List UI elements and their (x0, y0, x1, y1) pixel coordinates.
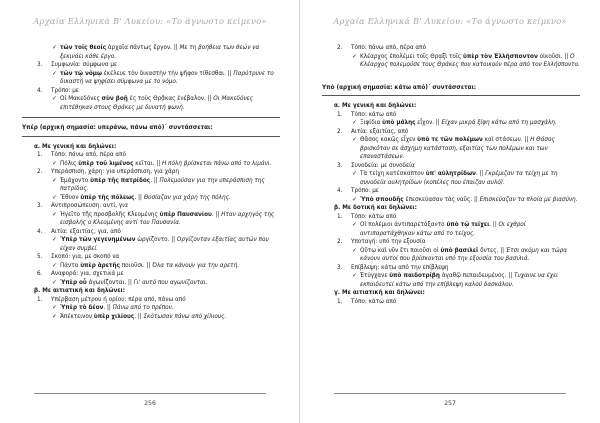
case-heading: β. Με δοτική και δηλώνει: (334, 205, 417, 211)
translation: || Ο Κλέαρχος πολεμούσε τους Θράκες που κατοικούν πέρα από τον Ελλήσποντο. (360, 53, 580, 68)
item-text: Αναφορά: για, σχετικά με (51, 271, 124, 277)
example-line (34, 313, 280, 322)
item-text: Υπέρβαση μέτρου ή ορίου: πέρα από, πάνω από (51, 296, 186, 303)
item-number: 4. (337, 188, 343, 194)
translation: || Ηταν αρχηγός της εισβολής ο Κλεομένης αντί του Παυσανία. (60, 211, 275, 226)
translation: || Έτσι ακόμη και τώρα κάνουν αυτοί που βρίσκονται υπό την εξουσία του βασιλιά. (360, 247, 567, 262)
example-suffix: ποιοῦσι. (119, 262, 147, 269)
list-item (334, 298, 580, 307)
translation: || Με τη βοήθεια των θεών να ξεκινάει κάθε έργο. (60, 45, 260, 60)
checkmark-icon: ✓ (352, 171, 357, 177)
list-item (34, 270, 280, 279)
example-line (334, 136, 580, 162)
example-line (34, 304, 280, 313)
checkmark-icon: ✓ (52, 96, 57, 102)
example-line (334, 196, 580, 205)
translation: || Γκρέμιζαν τα τείχη με τη συνοδεία αυλητρίδων (κοπέλες που έπαιζαν αυλό). (360, 171, 558, 186)
item-text: Επίβλεψη: κάτω από την επίβλεψη (351, 264, 449, 271)
item-number: 3. (337, 162, 343, 169)
translation: || Είχαν μικρά ξίφη κάτω από τη μασχάλη. (435, 120, 557, 126)
example-line (34, 70, 280, 87)
left-page-body (22, 44, 280, 321)
list-item (334, 128, 580, 137)
item-number: 3. (337, 264, 343, 271)
example-prefix: Ξιφίδια (360, 120, 383, 126)
list-item (334, 44, 580, 53)
translation: || Παρότρυνε το δικαστή να ψηφίσει σύμφωνα με το νόμο. (60, 70, 274, 85)
example-line (334, 53, 580, 70)
item-number: 1. (37, 152, 43, 158)
item-number: 5. (37, 254, 43, 260)
checkmark-icon: ✓ (352, 120, 357, 126)
list-item (34, 253, 280, 262)
page-number: 256 (0, 400, 300, 407)
checkmark-icon: ✓ (52, 211, 57, 218)
example-prefix: Οὕτω καὶ νῦν ἔτι ποιοῦσι οἱ (360, 247, 441, 254)
example-suffix: εἶχον. (415, 120, 436, 126)
translation: || Γι' αυτό που αγωνίζονται. (128, 279, 208, 286)
item-number: 4. (37, 228, 43, 235)
example-suffix: . (211, 211, 216, 218)
translation: || Τυχαινε να έχει εκπαιδευτεί κάτω από την επίβλεψη καλού δασκάλου. (360, 273, 559, 288)
example-suffix: ἀγαθῷ πεπαιδευμένος. (439, 273, 509, 279)
example-line (334, 119, 580, 128)
checkmark-icon: ✓ (352, 273, 357, 279)
checkmark-icon: ✓ (52, 194, 57, 201)
example-line (34, 160, 280, 169)
example-phrase: Ὑπὲρ τὸ δέον (60, 305, 104, 311)
item-text: Τόπο: πάνω από, πέρα από (351, 45, 427, 51)
example-line (334, 272, 580, 289)
example-prefix: Ἡγεῖτο τῆς προσβολῆς Κλεομένης (60, 211, 160, 218)
example-prefix: Πόλις (60, 160, 79, 167)
translation: || Όλα τα κάνουν για την αρετή. (146, 262, 239, 269)
list-item (34, 296, 280, 305)
item-text: Αντιπροσώπευση: αντί, για (51, 203, 128, 209)
translation: || Πάνω από το πρέπον. (107, 305, 174, 311)
list-item (34, 87, 280, 96)
example-phrase: ὑπὲρ τῆς πατρίδος (90, 177, 151, 184)
checkmark-icon: ✓ (352, 196, 357, 203)
example-phrase: Ὑπὸ σπουδῆς (360, 196, 404, 203)
page-number: 257 (300, 400, 600, 407)
example-suffix: ἀγωνίζονται. (86, 279, 129, 286)
example-phrase: ὑπὸ τῷ τείχει (446, 222, 490, 228)
list-item (34, 151, 280, 160)
checkmark-icon: ✓ (52, 70, 57, 77)
example-suffix: κεῖται. (133, 160, 157, 167)
example-suffix: καὶ στάσεων. (482, 137, 525, 143)
checkmark-icon: ✓ (352, 137, 357, 143)
running-header: Αρχαία Ελληνικά Β' Λυκείου: «Το άγνωστο κείμενο» (33, 16, 267, 26)
example-line (34, 194, 280, 203)
checkmark-icon: ✓ (52, 237, 57, 243)
example-line (334, 247, 580, 264)
example-line (34, 279, 280, 288)
list-item (334, 213, 580, 222)
example-suffix: ἐς τοὺς Θρᾷκας ἐνέβαλον. (127, 96, 208, 102)
item-number: 1. (337, 213, 343, 220)
example-phrase: τῶν τῷ νόμῳ (60, 70, 102, 77)
checkmark-icon: ✓ (52, 177, 57, 184)
example-line (334, 221, 580, 238)
example-phrase: ὑπὲρ τῆς πόλεως (80, 194, 135, 201)
example-suffix: . (150, 177, 154, 184)
item-text: Υπεράσπιση, χάρη: για υπεράσπιση, για χάρη (51, 169, 179, 175)
translation: || Οι Μακεδόνες επιτέθηκαν στους Θράκες με δυνατή φωνή. (60, 96, 254, 111)
example-prefix: Οἱ πολέμιοι ἀντιπαρετάξαντο (360, 222, 447, 228)
item-text: Τόπο: κάτω από (351, 213, 397, 220)
example-suffix: ἀρχαῖα πάντως ἔργον. (106, 45, 174, 51)
example-suffix: . (134, 313, 138, 320)
item-number: 1. (37, 296, 43, 303)
translation: || Σκότωσαν πάνω από χίλιους. (137, 313, 227, 320)
item-number: 1. (337, 111, 343, 118)
example-suffix: . (489, 222, 493, 228)
item-number: 1. (337, 298, 343, 305)
example-prefix: Τὰ τείχη κατέσκαπτον (360, 171, 426, 177)
case-heading: β. Με αιτιατική και δηλώνει: (34, 288, 125, 294)
list-item (334, 187, 580, 196)
running-header: Αρχαία Ελληνικά Β' Λυκείου: «Το άγνωστο κείμενο» (333, 16, 567, 26)
checkmark-icon: ✓ (52, 305, 57, 311)
example-line (334, 170, 580, 187)
list-item (334, 162, 580, 171)
item-text: Αιτία: εξαιτίας, για, από (51, 228, 121, 235)
checkmark-icon: ✓ (52, 45, 57, 51)
example-phrase: Ὑπὲρ τῶν γεγενημένων (60, 237, 136, 243)
example-phrase: ὑπὸ μάλης (382, 120, 416, 126)
item-text: Συμφωνία: σύμφωνα με (51, 62, 118, 68)
item-text: Αιτία: εξαιτίας, από (351, 128, 409, 135)
example-phrase: ὑπὲρ τοῦ λιμένος (78, 160, 134, 167)
example-phrase: ὑπὸ παιδοτρίβῃ (389, 273, 440, 279)
translation: || Η πόλη βρίσκεται πάνω από το λιμάνι. (156, 160, 272, 167)
item-number: 3. (37, 203, 43, 209)
example-phrase: ὑπὲρ ἀρετῆς (80, 262, 120, 269)
translation: || Θυσίαζαν για χάρη της πόλης. (138, 194, 231, 201)
example-phrase: ὑπ' αὐλητρίδων (425, 171, 476, 177)
item-text: Υποταγή: υπό την εξουσία (351, 239, 426, 245)
section-heading: Υπέρ (αρχική σημασία: υπεράνω, πάνω από)΄ συντάσσεται: (22, 117, 280, 137)
example-suffix: . (103, 305, 108, 311)
item-text: Τρόπο: με (51, 87, 79, 94)
right-page-body (322, 44, 580, 306)
example-prefix: Ἐμάχοντο (60, 177, 91, 184)
item-number: 2. (337, 239, 343, 245)
example-prefix: Πάντα (60, 262, 81, 269)
translation: || Οργίζονταν εξαιτίας αυτών που είχαν συμβεί. (60, 237, 269, 252)
translation: || Επισκεύαζαν τα πλοία με βιασύνη. (473, 196, 578, 203)
item-text: Συνοδεία: με συνοδεία (351, 162, 415, 169)
list-item (34, 202, 280, 211)
example-line (34, 95, 280, 112)
example-phrase: τῶν τοῖς θεοῖς (60, 45, 107, 51)
example-prefix: Ἔθυον (60, 194, 81, 201)
example-suffix: ἐπεσκεύασαν τὰς ναῦς. (403, 196, 474, 203)
right-page (300, 0, 600, 423)
list-item (34, 228, 280, 237)
checkmark-icon: ✓ (52, 160, 57, 167)
example-prefix: Οἱ Μακεδόνες (60, 96, 102, 102)
checkmark-icon: ✓ (352, 53, 357, 60)
list-item (334, 111, 580, 120)
example-line (34, 44, 280, 61)
item-number: 2. (37, 169, 43, 175)
list-item (334, 264, 580, 273)
item-text: Τρόπο: με (351, 188, 379, 194)
example-line (34, 236, 280, 253)
example-line (34, 262, 280, 271)
list-item (334, 238, 580, 247)
list-item (34, 61, 280, 70)
checkmark-icon: ✓ (352, 247, 357, 254)
case-heading: α. Με γενική και δηλώνει: (34, 143, 117, 150)
example-prefix: Κλέαρχος ἐπολέμει τοῖς Θρᾳξὶ τοῖς (360, 53, 463, 60)
example-phrase: σὺν βοῇ (101, 96, 128, 102)
case-heading: γ. Με αιτιατική και δηλώνει: (334, 290, 425, 296)
checkmark-icon: ✓ (352, 222, 357, 228)
example-suffix: ἐκέλευε τὸν δικαστὴν τὴν ψῆφον τίθεσθαι. (101, 70, 228, 77)
example-suffix: . (134, 194, 139, 201)
example-phrase: ὑπὸ τε τῶν πολέμων (417, 137, 483, 143)
example-phrase: ὑπὲρ Παυσανίου (159, 211, 212, 218)
item-text: Τόπο: κάτω από (351, 298, 397, 305)
item-number: 4. (37, 87, 43, 94)
example-phrase: ὑπὸ βασιλεῖ (440, 247, 479, 254)
section-heading: Υπό (αρχική σημασία: κάτω από)΄ συντάσσεται: (322, 84, 580, 97)
example-prefix: Θᾶσος κακῶς εἶχεν (360, 137, 418, 143)
example-line (34, 211, 280, 228)
item-number: 6. (37, 271, 43, 277)
example-line (34, 177, 280, 194)
example-phrase: ὑπὲρ τὸν Ἑλλήσποντον (462, 53, 538, 60)
example-prefix: Ἐτύγχανε (360, 273, 390, 279)
translation: || Πολεμούσαν για την υπεράσπιση της πατρίδας. (60, 177, 265, 192)
example-suffix: . (475, 171, 480, 177)
example-prefix: Ἀπέκτεινον (60, 313, 94, 320)
checkmark-icon: ✓ (52, 262, 57, 269)
item-text: Σκοπό: για, με σκοπό να (51, 254, 120, 260)
item-text: Τόπο: πάνω από, πέρα από (51, 152, 127, 158)
example-suffix: ὄντες. (478, 247, 501, 254)
example-phrase: ὑπὲρ χιλίους (93, 313, 135, 320)
example-suffix: ὠργίζοντο. (135, 237, 172, 243)
example-phrase: Ὑπὲρ οὗ (60, 279, 87, 286)
item-text: Τόπο: κάτω από (351, 111, 397, 118)
checkmark-icon: ✓ (52, 279, 57, 286)
example-suffix: οἰκοῦσι. (537, 53, 565, 60)
checkmark-icon: ✓ (52, 313, 57, 320)
item-number: 2. (337, 45, 343, 51)
translation: || Η Θάσος βρισκόταν σε άσχημη κατάσταση, εξαιτίας των πολέμων και των επαναστάσεων. (360, 137, 555, 160)
case-heading: α. Με γενική και δηλώνει: (334, 103, 417, 109)
translation: || Οι εχθροί αντιπαρατάχθηκαν κάτω από το τείχος. (360, 222, 526, 237)
list-item (34, 168, 280, 177)
item-number: 3. (37, 62, 43, 68)
item-number: 2. (337, 128, 343, 135)
